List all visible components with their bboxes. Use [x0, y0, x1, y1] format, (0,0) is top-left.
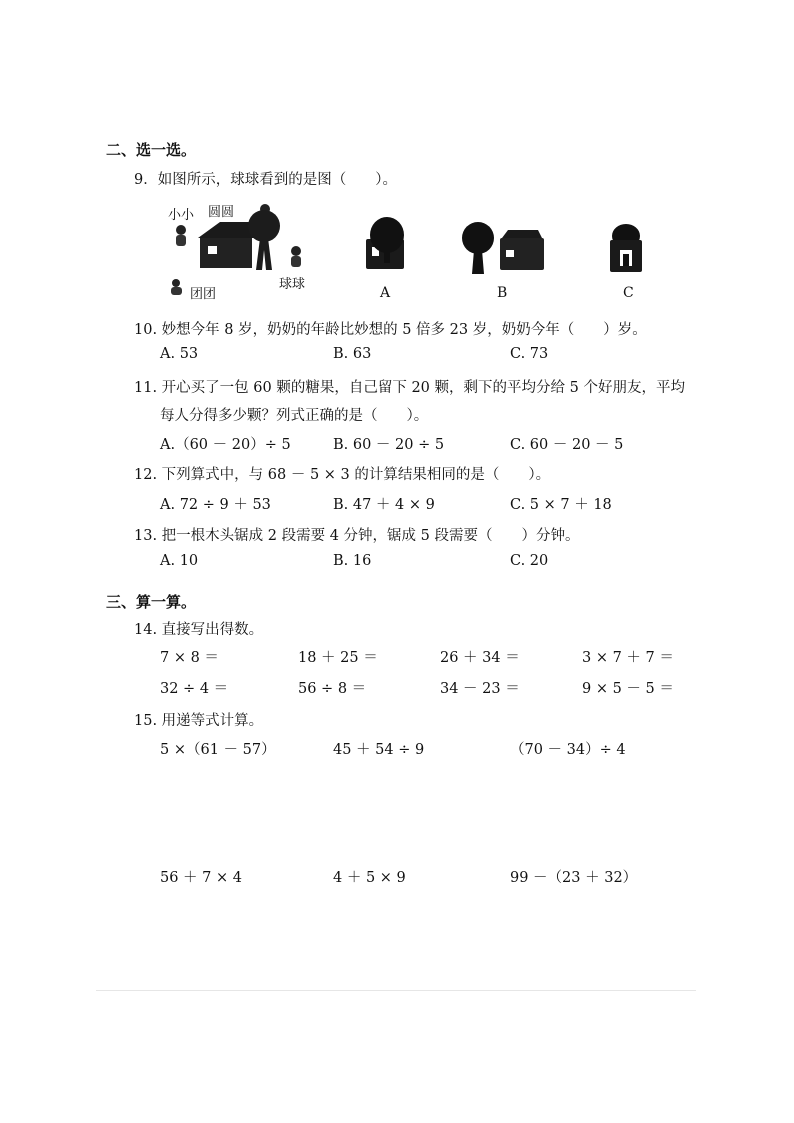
oral-calc-item: 3 × 7 ＋ 7 ＝ [582, 650, 674, 666]
oral-calc-item: 9 × 5 － 5 ＝ [582, 681, 674, 697]
child-tuantuan-icon [171, 279, 182, 295]
tree-icon [248, 210, 280, 270]
option-a-label: A [380, 285, 391, 301]
scene-label-qiuqiu: 球球 [279, 277, 306, 292]
oral-calc-item: 34 － 23 ＝ [440, 681, 520, 697]
oral-calc-item: 18 ＋ 25 ＝ [298, 650, 378, 666]
option-b-figure [462, 220, 547, 278]
scene-label-yuanyuan: 圆圆 [208, 205, 235, 220]
q10-option-a: A. 53 [160, 346, 199, 362]
option-a-figure [362, 213, 412, 273]
question-15: 15. 用递等式计算。 [134, 713, 264, 729]
q13-option-b: B. 16 [333, 553, 372, 569]
step-calc-item: 5 ×（61 － 57） [160, 742, 276, 758]
question-13: 13. 把一根木头锯成 2 段需要 4 分钟，锯成 5 段需要（ ）分钟。 [134, 528, 580, 544]
q12-option-a: A. 72 ÷ 9 ＋ 53 [160, 497, 271, 513]
q11-option-a: A.（60 － 20）÷ 5 [160, 437, 291, 453]
step-calc-item: 99 －（23 ＋ 32） [510, 870, 638, 886]
q12-option-c: C. 5 × 7 ＋ 18 [510, 497, 612, 513]
oral-calc-item: 56 ÷ 8 ＝ [298, 681, 367, 697]
option-b-label: B [497, 285, 508, 301]
house-icon [198, 222, 254, 268]
q13-option-a: A. 10 [160, 553, 199, 569]
question-12: 12. 下列算式中，与 68 － 5 × 3 的计算结果相同的是（ ）。 [134, 467, 551, 483]
section-title-calc: 三、算一算。 [106, 593, 197, 611]
option-c-figure [606, 222, 646, 276]
scene-label-tuantuan: 团团 [190, 287, 217, 302]
oral-calc-item: 26 ＋ 34 ＝ [440, 650, 520, 666]
q13-option-c: C. 20 [510, 553, 549, 569]
q10-option-c: C. 73 [510, 346, 549, 362]
question-9: 9．如图所示，球球看到的是图（ ）。 [134, 172, 397, 188]
scene-illustration [160, 198, 310, 298]
step-calc-item: 56 ＋ 7 × 4 [160, 870, 242, 886]
step-calc-item: 4 ＋ 5 × 9 [333, 870, 406, 886]
step-calc-item: （70 － 34）÷ 4 [510, 742, 626, 758]
question-14: 14. 直接写出得数。 [134, 622, 264, 638]
q10-option-b: B. 63 [333, 346, 372, 362]
section-title-choose: 二、选一选。 [106, 141, 197, 159]
oral-calc-item: 32 ÷ 4 ＝ [160, 681, 229, 697]
q11-option-c: C. 60 － 20 － 5 [510, 437, 624, 453]
question-11-line2: 每人分得多少颗？列式正确的是（ ）。 [160, 408, 429, 424]
child-qiuqiu-icon [291, 246, 301, 267]
page-divider [96, 990, 696, 991]
question-10: 10. 妙想今年 8 岁，奶奶的年龄比妙想的 5 倍多 23 岁，奶奶今年（ ）岁。 [134, 322, 647, 338]
oral-calc-item: 7 × 8 ＝ [160, 650, 219, 666]
q12-option-b: B. 47 ＋ 4 × 9 [333, 497, 435, 513]
step-calc-item: 45 ＋ 54 ÷ 9 [333, 742, 425, 758]
option-c-label: C [623, 285, 634, 301]
q11-option-b: B. 60 － 20 ÷ 5 [333, 437, 445, 453]
question-11-line1: 11. 开心买了一包 60 颗的糖果，自己留下 20 颗，剩下的平均分给 5 个好朋友，平均 [134, 380, 685, 396]
scene-label-xiaoxiao: 小小 [168, 208, 195, 223]
child-xiaoxiao-icon [176, 225, 186, 246]
